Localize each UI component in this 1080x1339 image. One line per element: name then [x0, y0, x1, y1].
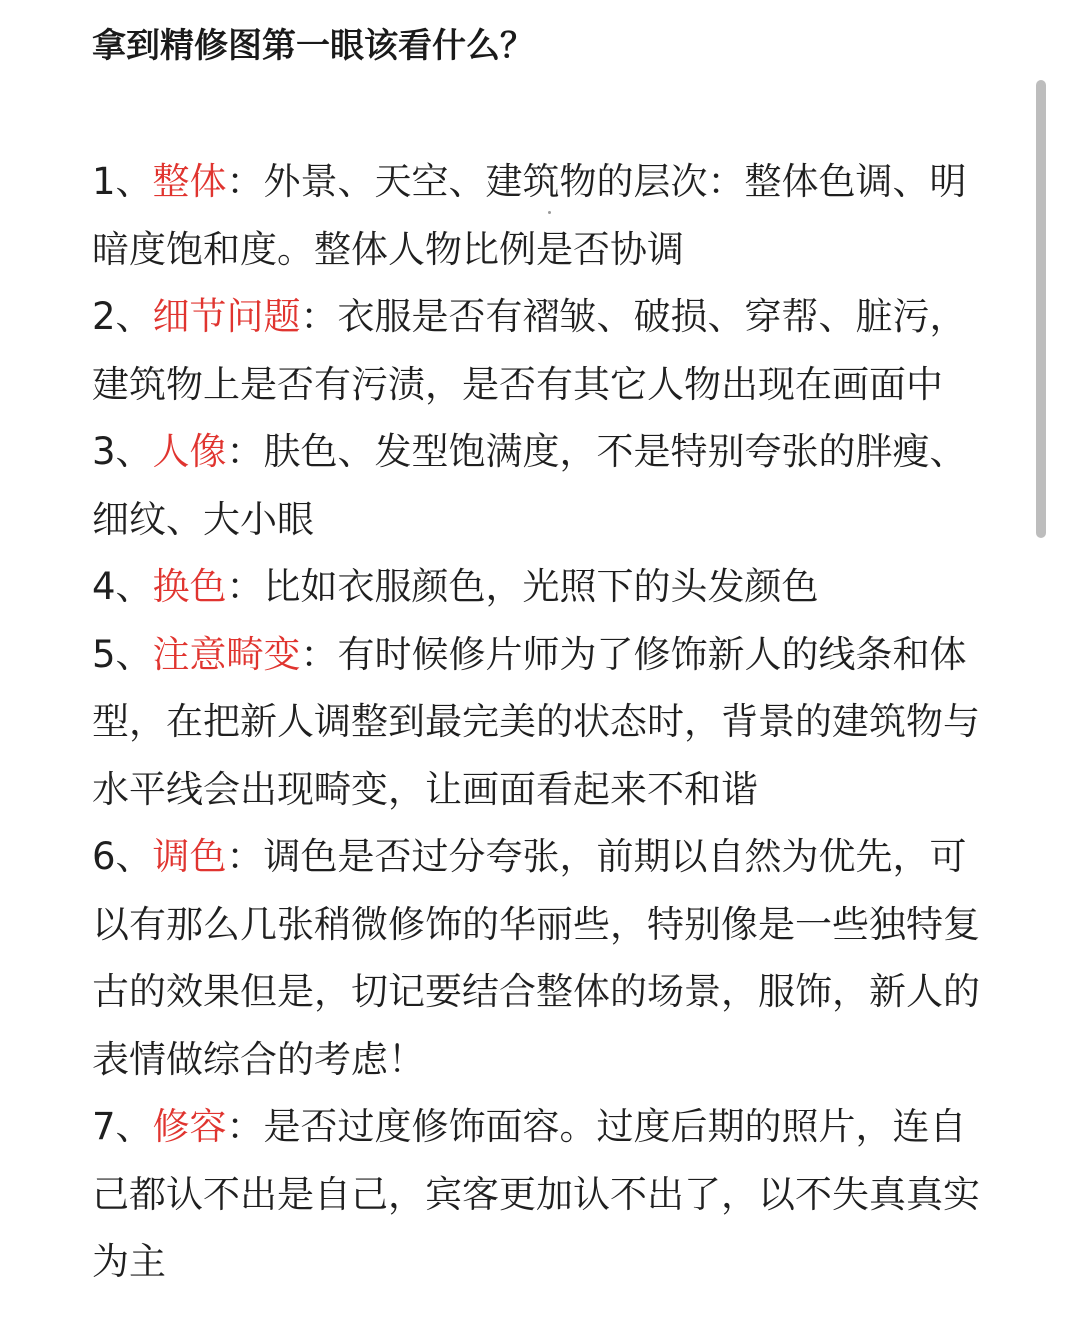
- item-keyword: 修容: [152, 1105, 227, 1148]
- item-text: 肤色、发型饱满度，不是特别夸张的胖瘦、细纹、大小眼: [92, 430, 967, 541]
- tips-list: [92, 148, 994, 1296]
- list-item: [92, 553, 994, 621]
- item-number: 2、: [92, 295, 153, 338]
- item-separator: ：: [226, 565, 264, 608]
- item-keyword: 细节问题: [152, 295, 301, 338]
- item-keyword: 注意畸变: [152, 632, 301, 676]
- item-keyword: 调色: [152, 835, 227, 878]
- item-number: 5、: [92, 632, 153, 676]
- item-separator: ：: [226, 160, 264, 203]
- list-item: [92, 621, 994, 824]
- item-number: 6、: [92, 835, 153, 878]
- list-item: [92, 283, 994, 418]
- item-separator: ：: [226, 1105, 264, 1148]
- item-separator: ：: [226, 835, 264, 878]
- item-number: 1、: [92, 160, 153, 203]
- item-text: 调色是否过分夸张，前期以自然为优先，可以有那么几张稍微修饰的华丽些，特别像是一些独特复古的效果但是，切记要结合整体的场景，服饰，新人的表情做综合的考虑！: [92, 835, 980, 1081]
- list-item: [92, 418, 994, 553]
- item-number: 3、: [92, 430, 153, 473]
- item-text: 外景、天空、建筑物的层次：整体色调、明暗度饱和度。整体人物比例是否协调: [92, 160, 967, 271]
- item-text: 是否过度修饰面容。过度后期的照片，连自己都认不出是自己，宾客更加认不出了，以不失真真实为主: [92, 1105, 980, 1283]
- item-keyword: 整体: [152, 160, 227, 203]
- item-keyword: 人像: [152, 430, 227, 473]
- list-item: [92, 148, 994, 283]
- item-number: 4、: [92, 565, 153, 608]
- page-title: 拿到精修图第一眼该看什么？: [92, 26, 534, 66]
- item-text: 衣服是否有褶皱、破损、穿帮、脏污，建筑物上是否有污渍，是否有其它人物出现在画面中: [92, 295, 967, 406]
- list-item: [92, 823, 994, 1093]
- item-separator: ：: [300, 632, 338, 676]
- item-text: 比如衣服颜色，光照下的头发颜色: [263, 565, 819, 608]
- item-number: 7、: [92, 1105, 153, 1148]
- item-separator: ：: [226, 430, 264, 473]
- item-text: 有时候修片师为了修饰新人的线条和体型，在把新人调整到最完美的状态时，背景的建筑物与水平线会出现畸变，让画面看起来不和谐: [92, 632, 980, 811]
- item-separator: ：: [300, 295, 338, 338]
- vertical-scrollbar[interactable]: [1036, 80, 1046, 538]
- list-item: [92, 1093, 994, 1296]
- item-keyword: 换色: [152, 565, 227, 608]
